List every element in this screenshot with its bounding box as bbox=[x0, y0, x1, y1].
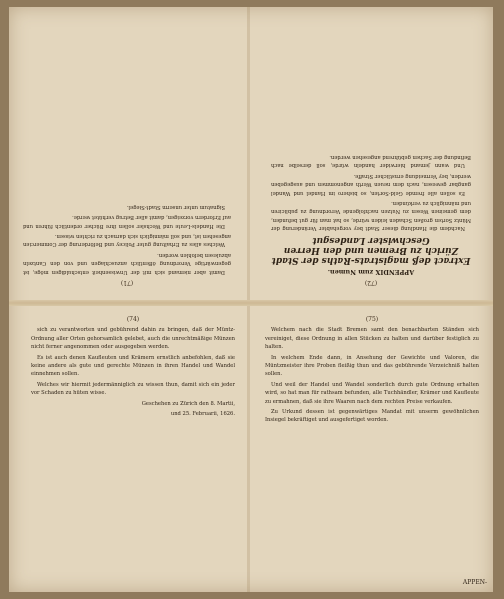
page-number: (74) bbox=[126, 316, 140, 323]
bottom-right-column bbox=[265, 316, 479, 427]
paragraph: Und wann jemand hierwider handeln würde, soll derselbe nach Befindung der Sachen gebührend angesehen werden. bbox=[271, 153, 471, 169]
paragraph: Und weil der Handel und Wandel sonderlich durch gute Ordnung erhalten wird, so hat man für rathsam befunden, alle Tuchhändler, Krämer und Kaufleute zu ermahnen, daß sie ihre Waaren nach dem rechten Preise verkaufen. bbox=[265, 381, 479, 405]
document-sheet bbox=[9, 7, 493, 592]
paragraph: Damit aber niemand sich mit der Unwissenheit entschuldigen möge, ist gegenwärtige Verordnung öffentlich anzuschlagen und von den Cantzeln abzulesen befohlen worden. bbox=[23, 251, 231, 275]
page-number: (72) bbox=[364, 279, 378, 286]
paragraph: Welches wir hiermit jedermänniglich zu wissen thun, damit sich ein jeder vor Schaden zu hüten wisse. bbox=[31, 381, 235, 397]
paragraph: In welchem Ende dann, in Ansehung der Gewichte und Valoren, die Müntzmeister ihre Proben fleißig thun und das gebührende Verzeichniß halten sollen. bbox=[265, 354, 479, 378]
paragraph: Die Handels-Leute und Wechsler sollen ihre Bücher ordentlich führen und auf Erfordern vorzeigen, damit aller Betrug verhütet werde. bbox=[23, 214, 231, 229]
upper-half-inverted bbox=[9, 7, 493, 300]
paragraph: Es ist auch denen Kaufleuten und Krämern ernstlich anbefohlen, daß sie keine andere als gute und gerechte Münzen in ihren Handel und Wandel einnehmen sollen. bbox=[31, 354, 235, 378]
paragraph: Zu Urkund dessen ist gegenwärtiges Mandat mit unserm gewöhnlichen Insiegel bekräftiget und ausgefertiget worden. bbox=[265, 409, 479, 424]
paragraph: Nachdem die Handlung dieser Stadt bey vorgehabter Veränderung der Müntz Sorten großen Schaden leiden würde, so hat man für gut befunden, dem gemeinen Wesen zu Nutzen nachfolgende Verordnung zu publiciren und männiglich zu verkünden. bbox=[271, 199, 471, 232]
page-number: (71) bbox=[120, 279, 134, 286]
top-left-column bbox=[271, 151, 471, 286]
lower-half bbox=[9, 306, 493, 592]
top-right-column bbox=[23, 200, 231, 286]
signature-date: und 25. Februarii, 1626. bbox=[170, 411, 235, 418]
appendix-heading: APPENDIX zum Numen. bbox=[327, 267, 415, 276]
paragraph: Welches alles zu Erhaltung guter Policey und Beförderung der Commercien angesehen ist, und soll männiglich sich darnach zu richten wissen. bbox=[23, 232, 231, 248]
paragraph: sich zu verantworten und gebührend dahin zu bringen, daß der Müntz-Ordnung aller Orten gehorsamlich gelebet, auch die unrechtmäßige Münzen nicht ferner angenommen oder ausgegeben werden. bbox=[31, 327, 235, 351]
catchword: APPEN- bbox=[462, 579, 487, 586]
signature-place: Geschehen zu Zürich den 8. Martii, bbox=[141, 400, 235, 407]
paragraph: Signatum unter unserm Stadt-Siegel. bbox=[126, 203, 225, 210]
extract-title: Extract deß magistrats-Raths der Stadt Zürich zu Bremen und den Herren Geschwister Landesgut bbox=[271, 235, 471, 266]
paragraph: Es sollen alle fremde Geld-Sorten, so bishero im Handel und Wandel gangbar gewesen, nach dem neuen Werth angenommen und ausgegeben werden, bey Vermeidung ernstlicher Straffe. bbox=[271, 172, 471, 196]
paragraph: Welchem nach die Stadt Bremen samt den benachbarten Ständen sich vereiniget, diese Ordnung in allen Stücken zu halten und darüber festiglich zu halten. bbox=[265, 327, 479, 351]
page-number: (75) bbox=[365, 316, 379, 323]
bottom-left-column bbox=[31, 316, 235, 418]
